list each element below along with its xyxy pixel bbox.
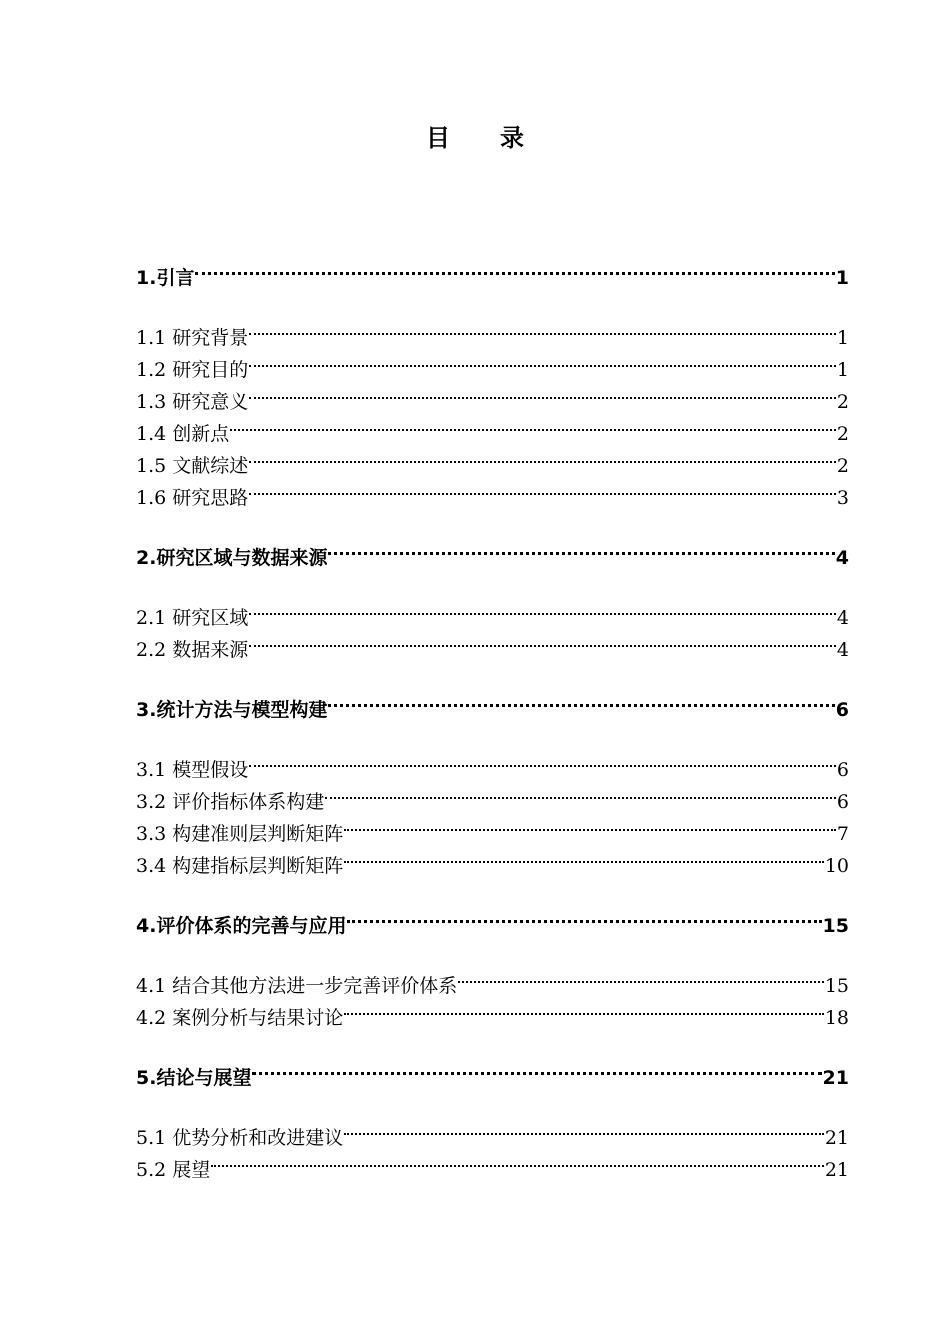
toc-page-number: 6 [836, 759, 849, 781]
toc-chapter-entry[interactable] [136, 684, 849, 721]
toc-dot-leader [210, 1144, 825, 1176]
toc-dot-leader [248, 472, 837, 504]
toc-page-number: 18 [824, 1007, 849, 1029]
toc-page-number: 1 [836, 327, 849, 349]
toc-page-number: 21 [824, 1127, 849, 1149]
toc-dot-leader [229, 408, 837, 440]
toc-entry-label: 2.1 研究区域 [136, 607, 249, 629]
toc-page-number: 6 [835, 699, 849, 721]
toc-chapter-entry[interactable] [136, 532, 849, 569]
toc-dot-leader [248, 744, 837, 776]
toc-dot-leader [343, 1112, 825, 1144]
toc-entry-label: 4.评价体系的完善与应用 [136, 915, 347, 937]
page-title [0, 118, 950, 153]
toc-dot-leader [248, 592, 837, 624]
toc-entry-label: 5.1 优势分析和改进建议 [136, 1127, 344, 1149]
toc-entry-label: 2.研究区域与数据来源 [136, 547, 328, 569]
toc-entry-label: 1.2 研究目的 [136, 359, 249, 381]
title-char-2: 录 [500, 124, 524, 152]
toc-chapter-entry[interactable] [136, 1052, 849, 1089]
toc-dot-leader [251, 1052, 822, 1084]
toc-entry-label: 4.1 结合其他方法进一步完善评价体系 [136, 975, 458, 997]
toc-page-number: 6 [836, 791, 849, 813]
toc-dot-leader [457, 960, 825, 992]
title-char-1: 目 [426, 124, 450, 152]
toc-entry-label: 1.引言 [136, 267, 195, 289]
toc-chapter-entry[interactable] [136, 900, 849, 937]
toc-dot-leader [248, 440, 837, 472]
toc-entry-label: 1.3 研究意义 [136, 391, 249, 413]
toc-dot-leader [327, 684, 835, 716]
toc-page-number: 1 [836, 359, 849, 381]
toc-section-entry[interactable] [136, 312, 849, 349]
toc-dot-leader [346, 900, 822, 932]
toc-dot-leader [327, 532, 835, 564]
toc-page-number: 1 [835, 267, 849, 289]
toc-page-number: 4 [836, 607, 849, 629]
toc-dot-leader [324, 776, 837, 808]
toc-page-number: 3 [836, 487, 849, 509]
table-of-contents [136, 252, 849, 1181]
toc-page-number: 15 [824, 975, 849, 997]
toc-dot-leader [343, 808, 837, 840]
toc-entry-label: 4.2 案例分析与结果讨论 [136, 1007, 344, 1029]
toc-page-number: 4 [836, 639, 849, 661]
toc-dot-leader [343, 840, 825, 872]
toc-section-entry[interactable] [136, 960, 849, 997]
toc-section-entry[interactable] [136, 408, 849, 445]
toc-page-number: 15 [822, 915, 849, 937]
toc-chapter-entry[interactable] [136, 252, 849, 289]
toc-page-number: 21 [822, 1067, 849, 1089]
toc-dot-leader [194, 252, 835, 284]
toc-entry-label: 3.3 构建准则层判断矩阵 [136, 823, 344, 845]
toc-dot-leader [248, 344, 837, 376]
toc-dot-leader [343, 992, 825, 1024]
toc-entry-label: 3.统计方法与模型构建 [136, 699, 328, 721]
toc-page-number: 4 [835, 547, 849, 569]
toc-section-entry[interactable] [136, 1144, 849, 1181]
toc-section-entry[interactable] [136, 592, 849, 629]
toc-entry-label: 5.2 展望 [136, 1159, 211, 1181]
toc-dot-leader [248, 312, 837, 344]
toc-page-number: 7 [836, 823, 849, 845]
toc-entry-label: 5.结论与展望 [136, 1067, 252, 1089]
toc-page-number: 10 [824, 855, 849, 877]
toc-page-number: 21 [824, 1159, 849, 1181]
toc-entry-label: 1.4 创新点 [136, 423, 230, 445]
toc-dot-leader [248, 624, 837, 656]
toc-entry-label: 3.2 评价指标体系构建 [136, 791, 325, 813]
toc-entry-label: 3.1 模型假设 [136, 759, 249, 781]
toc-page-number: 2 [836, 391, 849, 413]
toc-page-number: 2 [836, 455, 849, 477]
toc-entry-label: 1.5 文献综述 [136, 455, 249, 477]
toc-entry-label: 1.6 研究思路 [136, 487, 249, 509]
toc-entry-label: 3.4 构建指标层判断矩阵 [136, 855, 344, 877]
toc-entry-label: 2.2 数据来源 [136, 639, 249, 661]
toc-section-entry[interactable] [136, 744, 849, 781]
toc-section-entry[interactable] [136, 1112, 849, 1149]
toc-page-number: 2 [836, 423, 849, 445]
toc-section-entry[interactable] [136, 440, 849, 477]
toc-entry-label: 1.1 研究背景 [136, 327, 249, 349]
toc-dot-leader [248, 376, 837, 408]
